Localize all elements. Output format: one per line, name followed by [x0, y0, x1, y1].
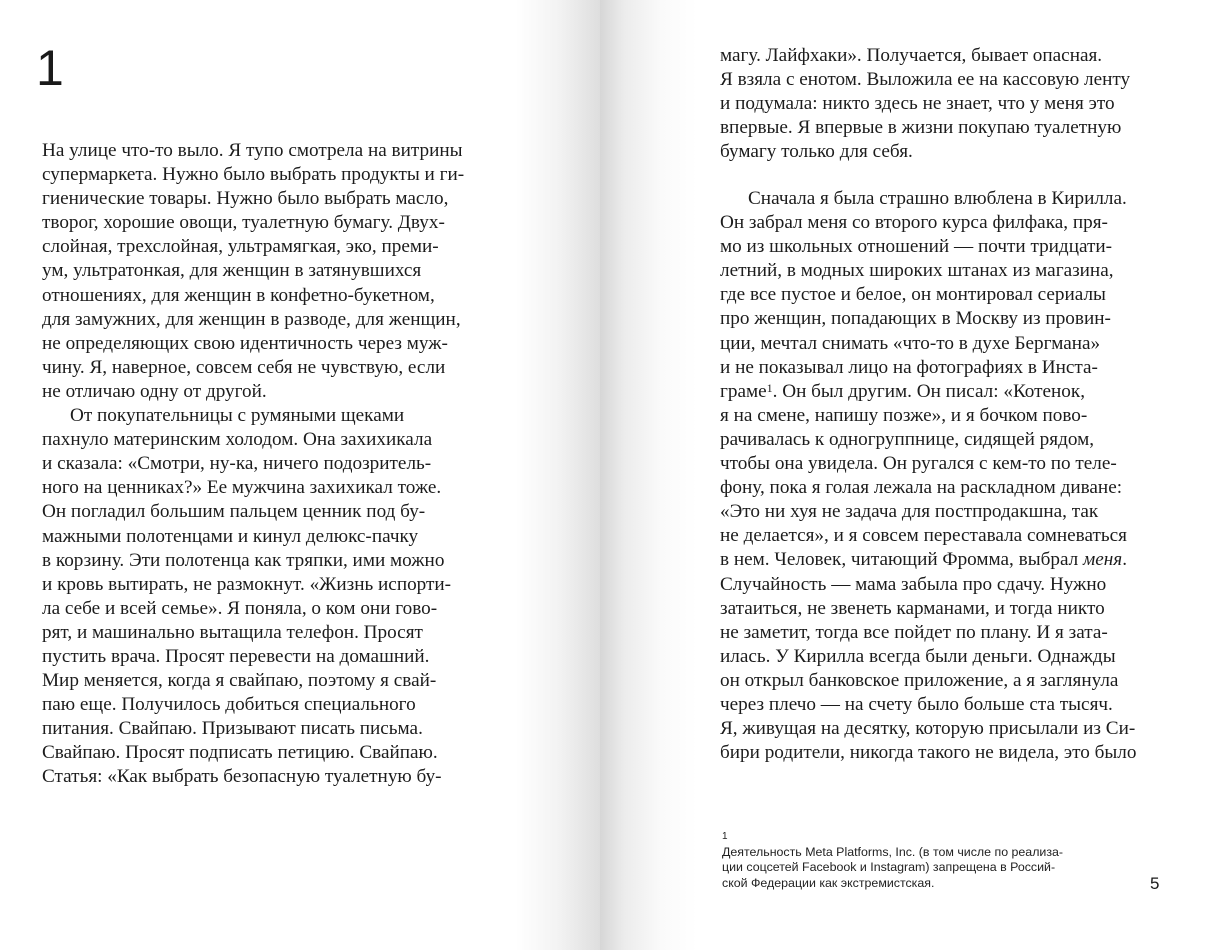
text-line: мажными полотенцами и кинул делюкс-пачку: [42, 525, 419, 547]
text-line: чтобы она увидела. Он ругался с кем-то по теле-: [720, 453, 1117, 475]
text-line: От покупательницы с румяными щеками: [70, 405, 405, 427]
text-line: чину. Я, наверное, совсем себя не чувствую, если: [42, 356, 446, 378]
text-line: отношениях, для женщин в конфетно-букетном,: [42, 284, 435, 306]
text-line: питания. Свайпаю. Призывают писать письма.: [42, 718, 423, 740]
text-line: летний, в модных широких штанах из магазина,: [720, 260, 1114, 282]
text-line: и кровь вытирать, не размокнут. «Жизнь испорти-: [42, 573, 452, 595]
right-page-paragraph-2: [720, 187, 1160, 765]
text-line: Он погладил большим пальцем ценник под бу-: [42, 501, 426, 523]
text-line: Я, живущая на десятку, которую присылали из Си-: [720, 718, 1136, 740]
text-line: Случайность — мама забыла про сдачу. Нужно: [720, 573, 1107, 595]
text-line: Сначала я была страшно влюблена в Кирилла.: [748, 188, 1127, 209]
text-fragment: . Он был другим. Он писал: «Котенок,: [772, 380, 1086, 402]
text-line: про женщин, попадающих в Москву из провин-: [720, 308, 1111, 330]
text-line: и не показывал лицо на фотографиях в Инста-: [720, 356, 1098, 378]
footnote-line: Деятельность Meta Platforms, Inc. (в том числе по реализа-: [722, 845, 1064, 859]
text-line: не заметит, тогда все пойдет по плану. И я зата-: [720, 621, 1108, 643]
text-line: гиенические товары. Нужно было выбрать масло,: [42, 188, 449, 210]
text-line: Мир меняется, когда я свайпаю, поэтому я свай-: [42, 670, 437, 692]
text-line-with-footnote: [720, 380, 1160, 404]
text-fragment: в нем. Человек, читающий Фромма, выбрал: [720, 549, 1084, 571]
text-line: Статья: «Как выбрать безопасную туалетную бу-: [42, 766, 442, 788]
text-line: он открыл банковское приложение, а я заглянула: [720, 669, 1119, 691]
text-line: фону, пока я голая лежала на раскладном диване:: [720, 477, 1123, 499]
text-line: Свайпаю. Просят подписать петицию. Свайпаю.: [42, 742, 438, 764]
text-line: ного на ценниках?» Ее мужчина захихикал тоже.: [42, 477, 442, 499]
text-line: ум, ультратонкая, для женщин в затянувшихся: [42, 260, 422, 282]
text-line: и подумала: никто здесь не знает, что у меня это: [720, 93, 1115, 115]
footnote-line: ции соцсетей Facebook и Instagram) запрещена в Россий-: [722, 860, 1056, 875]
text-line: в корзину. Эти полотенца как тряпки, ими можно: [42, 549, 445, 571]
italic-word: меня: [1083, 549, 1123, 571]
text-line: «Это ни хуя не задача для постпродакшна, так: [720, 501, 1099, 523]
text-line: магу. Лайфхаки». Получается, бывает опасная.: [720, 45, 1103, 66]
text-line: супермаркета. Нужно было выбрать продукты и ги-: [42, 164, 465, 186]
text-line: На улице что-то выло. Я тупо смотрела на витрины: [42, 140, 463, 161]
left-page: [0, 0, 600, 950]
chapter-number: 1: [36, 40, 64, 96]
footnote-reference[interactable]: 1: [766, 380, 773, 395]
text-line: илась. У Кирилла всегда были деньги. Однажды: [720, 645, 1116, 667]
text-line: ции, мечтал снимать «что-то в духе Бергмана»: [720, 332, 1101, 354]
footnote-number: 1: [722, 831, 728, 842]
text-line: через плечо — на счету было больше ста тысяч.: [720, 693, 1113, 715]
text-line: Я взяла с енотом. Выложила ее на кассовую ленту: [720, 69, 1131, 91]
text-line: мо из школьных отношений — почти тридцати-: [720, 236, 1113, 258]
text-line: впервые. Я впервые в жизни покупаю туалетную: [720, 117, 1122, 139]
text-line: Он забрал меня со второго курса филфака, пря-: [720, 212, 1108, 234]
text-line: ла себе и всей семье». Я поняла, о ком они гово-: [42, 597, 438, 619]
text-line: творог, хорошие овощи, туалетную бумагу. Двух-: [42, 212, 445, 234]
text-line: для замужних, для женщин в разводе, для женщин,: [42, 308, 461, 330]
text-line: паю еще. Получилось добиться специального: [42, 694, 416, 716]
text-line: не определяющих свою идентичность через муж-: [42, 332, 448, 354]
footnote: [722, 830, 1142, 891]
text-line: рачивалась к одногруппнице, сидящей рядом,: [720, 428, 1095, 450]
text-line: пахнуло материнским холодом. Она захихикала: [42, 429, 433, 451]
text-line: и сказала: «Смотри, ну-ка, ничего подозритель-: [42, 453, 432, 475]
text-line: пустить врача. Просят перевести на домашний.: [42, 645, 430, 667]
footnote-line: ской Федерации как экстремистская.: [722, 875, 935, 890]
text-line: не отличаю одну от другой.: [42, 380, 267, 402]
text-fragment: граме: [720, 380, 767, 402]
text-line: бири родители, никогда такого не видела, это было: [720, 742, 1137, 764]
text-line: я на смене, напишу позже», и я бочком пово-: [720, 404, 1088, 426]
text-line-with-italic: [720, 548, 1160, 572]
text-line: рят, и машинально вытащила телефон. Просят: [42, 621, 423, 643]
left-page-body: [42, 139, 502, 790]
text-line: слойная, трехслойная, ультрамягкая, эко, преми-: [42, 236, 439, 258]
text-fragment: .: [1122, 549, 1128, 571]
right-page-paragraph-1: [720, 44, 1160, 164]
page-number: 5: [1150, 874, 1160, 893]
text-line: бумагу только для себя.: [720, 141, 913, 163]
text-line: затаиться, не звенеть карманами, и тогда никто: [720, 597, 1105, 619]
text-line: не делается», и я совсем переставала сомневаться: [720, 525, 1127, 547]
text-line: где все пустое и белое, он монтировал сериалы: [720, 284, 1106, 306]
